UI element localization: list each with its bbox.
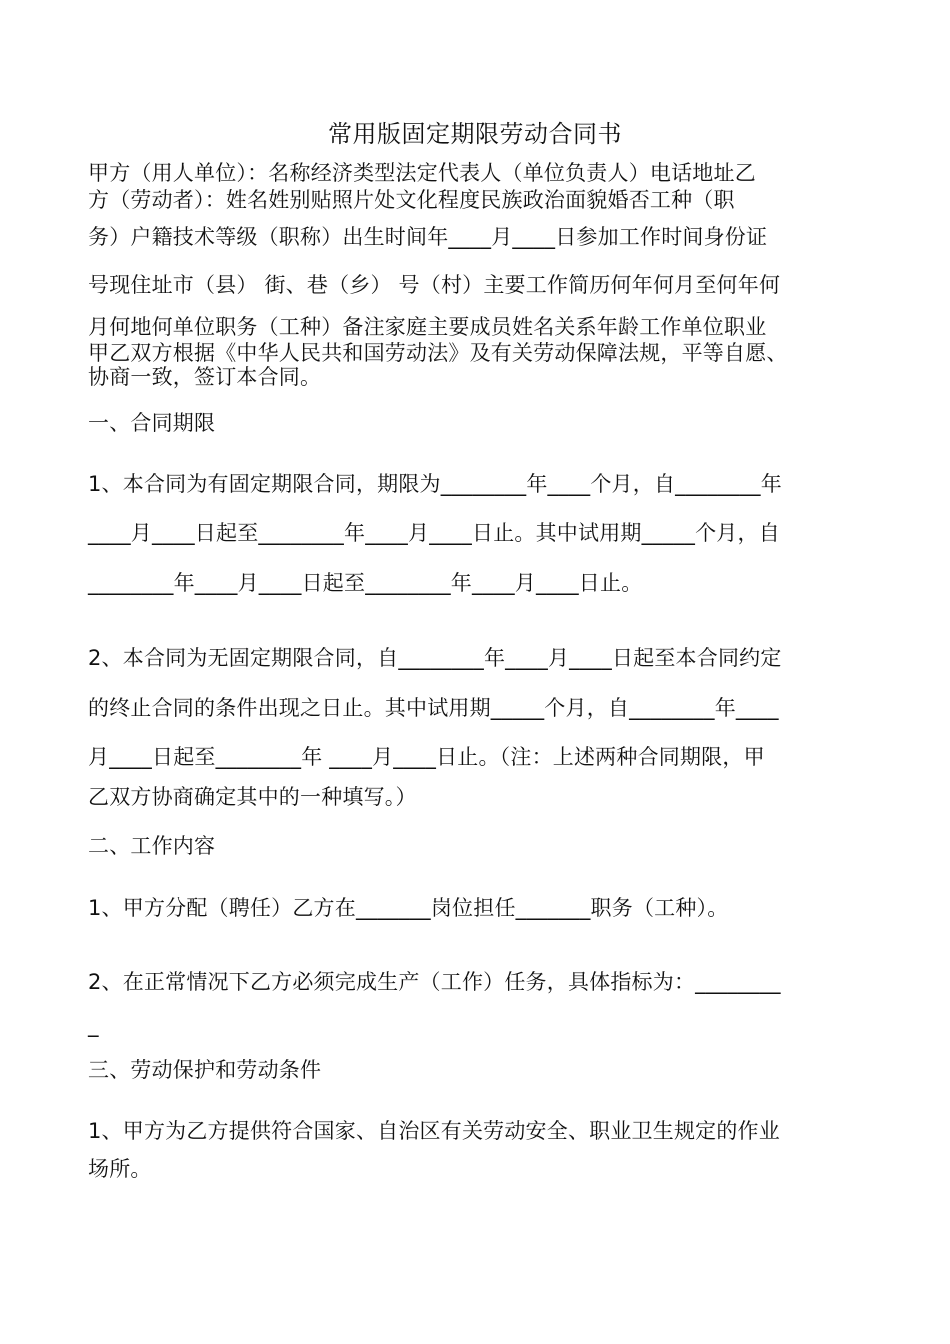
text-line-fixed-term-3: ________年____月____日起至________年____月____日止。: [88, 571, 643, 595]
section-heading-protection: 三、劳动保护和劳动条件: [88, 1058, 322, 1082]
text-line-address: 号现住址市（县） 街、巷（乡） 号（村）主要工作简历何年何月至何年何: [88, 273, 781, 297]
text-line-agreement: 协商一致，签订本合同。: [88, 365, 322, 389]
document-title: 常用版固定期限劳动合同书: [328, 120, 622, 148]
text-line-party-b: 方（劳动者）：姓名姓别贴照片处文化程度民族政治面貌婚否工种（职: [88, 188, 735, 212]
text-line-fixed-term-2: ____月____日起至________年____月____日止。其中试用期_____个月，自: [88, 521, 780, 545]
section-heading-work: 二、工作内容: [88, 834, 216, 858]
text-line-open-term-1: 2、本合同为无固定期限合同，自________年____月____日起至本合同约定: [88, 646, 782, 670]
text-line-birth: 务）户籍技术等级（职称）出生时间年____月____日参加工作时间身份证: [88, 225, 768, 249]
text-line-work-1: 1、甲方分配（聘任）乙方在_______岗位担任_______职务（工种）。: [88, 896, 729, 920]
text-line-fixed-term-1: 1、本合同为有固定期限合同，期限为________年____个月，自________年: [88, 472, 782, 496]
text-line-party-a: 甲方（用人单位）：名称经济类型法定代表人（单位负责人）电话地址乙: [88, 161, 756, 185]
text-line-protection-1: 1、甲方为乙方提供符合国家、自治区有关劳动安全、职业卫生规定的作业: [88, 1119, 780, 1143]
text-line-work-2: 2、在正常情况下乙方必须完成生产（工作）任务，具体指标为：________: [88, 970, 781, 994]
text-line-family: 月何地何单位职务（工种）备注家庭主要成员姓名关系年龄工作单位职业: [88, 315, 767, 339]
text-line-open-term-4: 乙双方协商确定其中的一种填写。）: [88, 785, 417, 809]
section-heading-term: 一、合同期限: [88, 411, 216, 435]
text-line-basis: 甲乙双方根据《中华人民共和国劳动法》及有关劳动保障法规，平等自愿、: [88, 341, 788, 365]
text-line-protection-1-cont: 场所。: [88, 1157, 152, 1181]
text-line-open-term-2: 的终止合同的条件出现之日止。其中试用期_____个月，自________年____: [88, 696, 779, 720]
text-line-work-2-cont: _: [88, 1013, 99, 1037]
text-line-open-term-3: 月____日起至________年 ____月____日止。（注：上述两种合同期限，甲: [88, 745, 765, 769]
